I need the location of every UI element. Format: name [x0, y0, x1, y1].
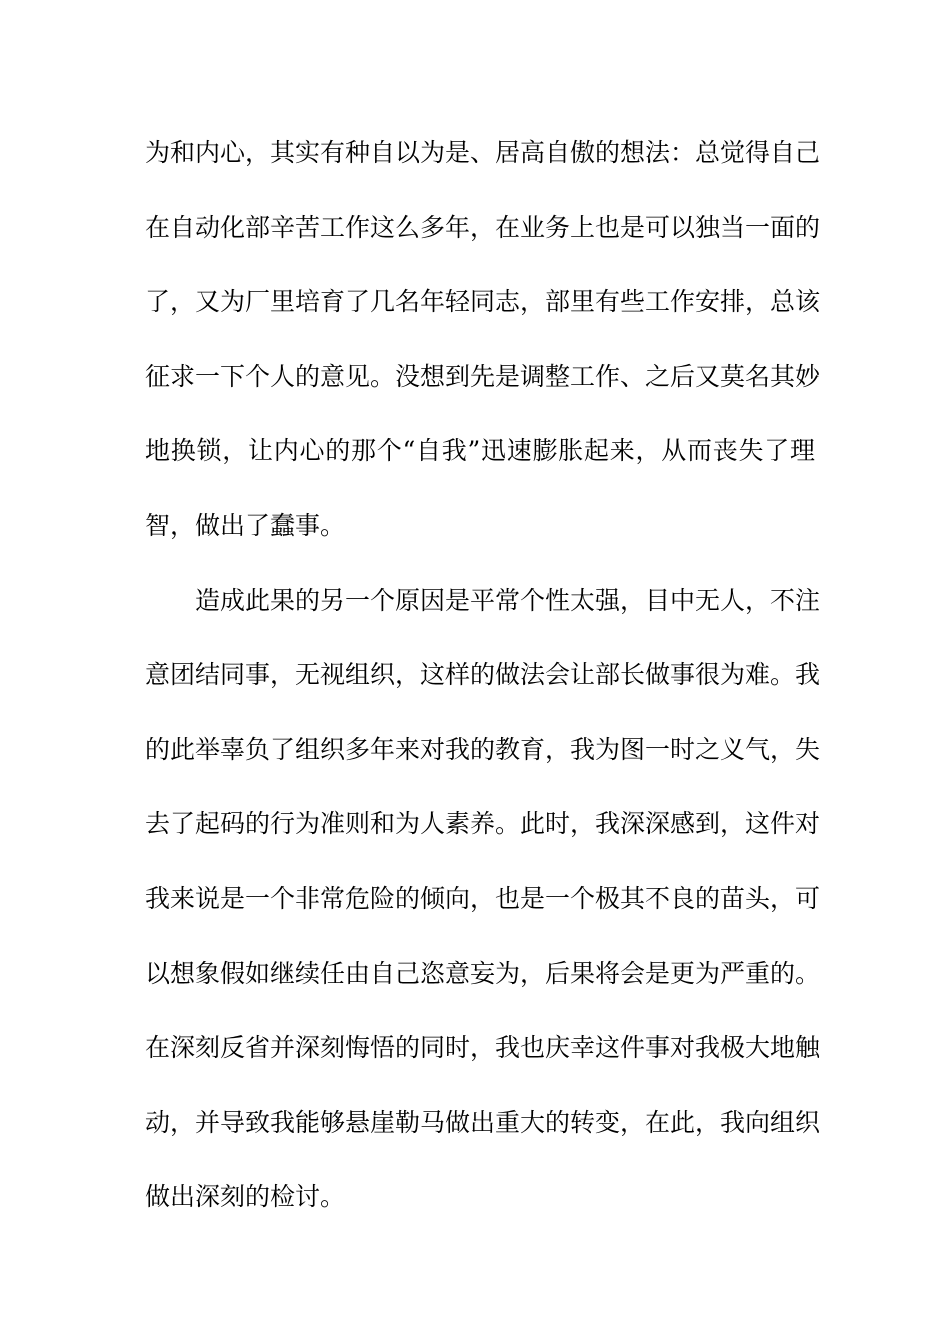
text-line: 动，并导致我能够悬崖勒马做出重大的转变，在此，我向组织 — [145, 1107, 821, 1137]
text-line: 征求一下个人的意见。没想到先是调整工作、之后又莫名其妙 — [145, 361, 821, 391]
text-line: 在自动化部辛苦工作这么多年，在业务上也是可以独当一面的 — [145, 212, 821, 242]
text-line: 去了起码的行为准则和为人素养。此时，我深深感到，这件对 — [145, 809, 821, 839]
text-line: 在深刻反省并深刻悔悟的同时，我也庆幸这件事对我极大地触 — [145, 1033, 821, 1063]
text-line: 造成此果的另一个原因是平常个性太强，目中无人，不注 — [195, 585, 821, 615]
text-line: 意团结同事，无视组织，这样的做法会让部长做事很为难。我 — [145, 660, 821, 690]
text-line: 为和内心，其实有种自以为是、居高自傲的想法：总觉得自己 — [145, 138, 821, 167]
text-line: 了，又为厂里培育了几名年轻同志，部里有些工作安排，总该 — [145, 287, 821, 317]
text-line: 我来说是一个非常危险的倾向，也是一个极其不良的苗头，可 — [145, 883, 821, 913]
text-line: 地换锁，让内心的那个“自我”迅速膨胀起来，从而丧失了理 — [145, 436, 815, 466]
text-line: 的此举辜负了组织多年来对我的教育，我为图一时之义气，失 — [145, 734, 821, 764]
text-line: 做出深刻的检讨。 — [145, 1182, 346, 1212]
text-line: 智，做出了蠢事。 — [145, 510, 346, 540]
text-line: 以想象假如继续任由自己恣意妄为，后果将会是更为严重的。 — [145, 958, 821, 988]
document-body — [145, 128, 821, 1247]
